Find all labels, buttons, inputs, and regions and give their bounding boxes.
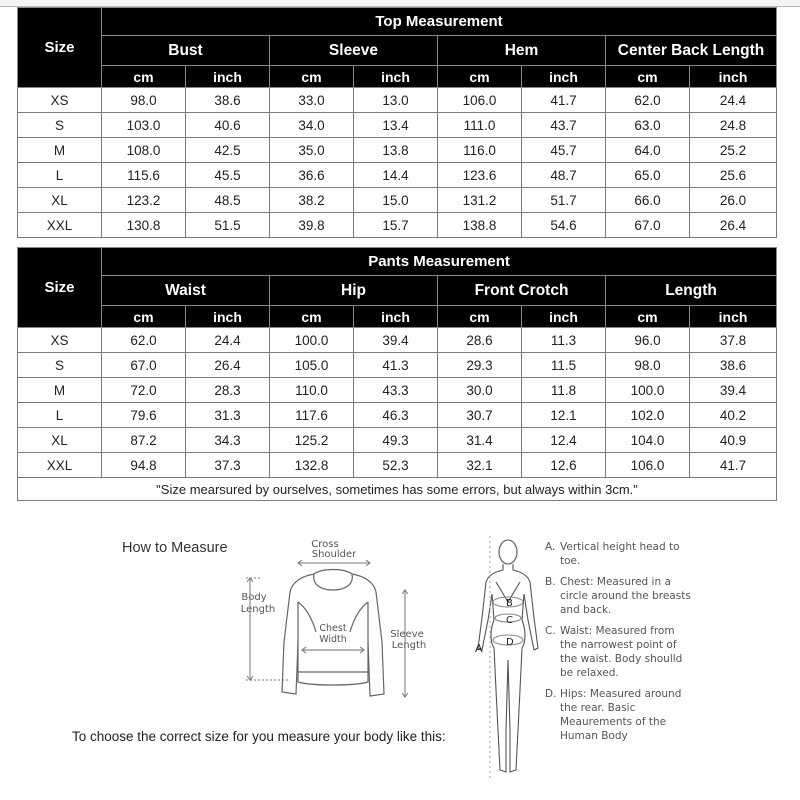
note-text: Hips: Measured around the rear. Basic Meaurements of the Human Body <box>560 688 682 742</box>
body-letter-c: C <box>506 615 513 626</box>
measure-cell: 45.7 <box>522 138 606 163</box>
cross-shoulder-arrow <box>298 560 370 566</box>
unit-header-row <box>18 66 777 88</box>
table-row <box>18 353 777 378</box>
top-measurement-table <box>17 7 777 238</box>
measure-cell: 31.3 <box>186 403 270 428</box>
measure-cell: 30.7 <box>438 403 522 428</box>
measure-cell: 32.1 <box>438 453 522 478</box>
body-letter-d: D <box>506 637 514 648</box>
label-sleeve-length: Length <box>391 640 427 651</box>
measure-cell: 100.0 <box>606 378 690 403</box>
measure-cell: 98.0 <box>102 88 186 113</box>
measure-cell: 130.8 <box>102 213 186 238</box>
label-chest-width: Width <box>319 634 347 645</box>
measure-cell: 45.5 <box>186 163 270 188</box>
size-cell: XS <box>18 328 102 353</box>
measure-cell: 111.0 <box>438 113 522 138</box>
measure-cell: 131.2 <box>438 188 522 213</box>
measure-cell: 14.4 <box>354 163 438 188</box>
measure-cell: 67.0 <box>606 213 690 238</box>
measure-cell: 26.4 <box>186 353 270 378</box>
unit-header: cm <box>102 306 186 328</box>
size-cell: XL <box>18 188 102 213</box>
table-row <box>18 403 777 428</box>
group-header: Length <box>606 276 777 306</box>
measure-cell: 54.6 <box>522 213 606 238</box>
measure-cell: 24.4 <box>186 328 270 353</box>
table-row <box>18 328 777 353</box>
size-header: Size <box>18 248 102 328</box>
measure-cell: 100.0 <box>270 328 354 353</box>
measure-cell: 62.0 <box>102 328 186 353</box>
measure-cell: 43.7 <box>522 113 606 138</box>
label-body: Body <box>241 592 267 603</box>
measure-cell: 63.0 <box>606 113 690 138</box>
measure-cell: 41.3 <box>354 353 438 378</box>
measure-cell: 115.6 <box>102 163 186 188</box>
measure-cell: 42.5 <box>186 138 270 163</box>
measure-cell: 79.6 <box>102 403 186 428</box>
shirt-diagram <box>232 532 442 710</box>
unit-header: inch <box>354 306 438 328</box>
measure-cell: 102.0 <box>606 403 690 428</box>
note-letter: D. <box>545 688 557 700</box>
measure-cell: 11.8 <box>522 378 606 403</box>
measure-cell: 24.8 <box>690 113 777 138</box>
table-row <box>18 453 777 478</box>
table-row <box>18 378 777 403</box>
note-text: Chest: Measured in a circle around the breasts and back. <box>560 576 691 616</box>
body-silhouette <box>478 536 538 780</box>
note-text: Waist: Measured from the narrowest point of the waist. Body shoulld be relaxed. <box>560 625 683 679</box>
how-to-measure-title: How to Measure <box>122 540 228 556</box>
measure-cell: 26.4 <box>690 213 777 238</box>
body-letter-b: B <box>506 598 513 609</box>
note-d <box>545 687 695 743</box>
body-letter-a: A <box>475 642 483 655</box>
measure-cell: 11.3 <box>522 328 606 353</box>
unit-header: inch <box>354 66 438 88</box>
label-cross: Cross <box>311 539 339 550</box>
size-cell: XL <box>18 428 102 453</box>
measure-cell: 35.0 <box>270 138 354 163</box>
unit-header: cm <box>270 306 354 328</box>
measure-cell: 40.2 <box>690 403 777 428</box>
measure-cell: 48.5 <box>186 188 270 213</box>
measure-cell: 87.2 <box>102 428 186 453</box>
unit-header: cm <box>438 66 522 88</box>
unit-header: cm <box>270 66 354 88</box>
unit-header: inch <box>522 306 606 328</box>
note-c <box>545 624 695 680</box>
measure-cell: 36.6 <box>270 163 354 188</box>
note-letter: A. <box>545 541 556 553</box>
group-header-row <box>18 276 777 306</box>
measure-cell: 117.6 <box>270 403 354 428</box>
measure-cell: 12.1 <box>522 403 606 428</box>
measure-cell: 105.0 <box>270 353 354 378</box>
measure-cell: 34.0 <box>270 113 354 138</box>
size-header: Size <box>18 8 102 88</box>
group-header: Center Back Length <box>606 36 777 66</box>
measure-cell: 106.0 <box>438 88 522 113</box>
measure-cell: 12.4 <box>522 428 606 453</box>
label-body-length: Length <box>240 604 276 615</box>
group-header-row <box>18 36 777 66</box>
unit-header: inch <box>186 66 270 88</box>
measure-cell: 12.6 <box>522 453 606 478</box>
measure-cell: 31.4 <box>438 428 522 453</box>
group-header: Front Crotch <box>438 276 606 306</box>
measure-cell: 38.2 <box>270 188 354 213</box>
measure-cell: 110.0 <box>270 378 354 403</box>
note-text: Vertical height head to toe. <box>560 541 680 567</box>
size-cell: M <box>18 378 102 403</box>
measure-cell: 40.6 <box>186 113 270 138</box>
measure-cell: 29.3 <box>438 353 522 378</box>
table-row <box>18 428 777 453</box>
pants-measurement-table <box>17 247 777 501</box>
measure-cell: 125.2 <box>270 428 354 453</box>
measure-cell: 66.0 <box>606 188 690 213</box>
body-diagram <box>470 530 548 792</box>
unit-header: inch <box>690 66 777 88</box>
unit-header: inch <box>186 306 270 328</box>
measure-cell: 72.0 <box>102 378 186 403</box>
size-cell: M <box>18 138 102 163</box>
measure-cell: 64.0 <box>606 138 690 163</box>
measure-cell: 43.3 <box>354 378 438 403</box>
measure-cell: 25.6 <box>690 163 777 188</box>
note-b <box>545 575 695 617</box>
measure-cell: 15.0 <box>354 188 438 213</box>
label-shoulder: Shoulder <box>311 549 357 560</box>
size-cell: XXL <box>18 213 102 238</box>
measure-cell: 123.2 <box>102 188 186 213</box>
measure-cell: 116.0 <box>438 138 522 163</box>
measure-cell: 39.4 <box>690 378 777 403</box>
measure-cell: 49.3 <box>354 428 438 453</box>
measure-cell: 65.0 <box>606 163 690 188</box>
label-chest: Chest <box>319 623 347 634</box>
unit-header: inch <box>690 306 777 328</box>
size-cell: XXL <box>18 453 102 478</box>
note-a <box>545 540 695 568</box>
measure-cell: 30.0 <box>438 378 522 403</box>
label-sleeve: Sleeve <box>390 629 424 640</box>
measure-cell: 33.0 <box>270 88 354 113</box>
measure-cell: 62.0 <box>606 88 690 113</box>
measure-cell: 40.9 <box>690 428 777 453</box>
measure-cell: 38.6 <box>186 88 270 113</box>
size-cell: XS <box>18 88 102 113</box>
measure-cell: 13.0 <box>354 88 438 113</box>
table-row <box>18 88 777 113</box>
table-row <box>18 163 777 188</box>
measure-cell: 98.0 <box>606 353 690 378</box>
size-footnote: "Size mearsured by ourselves, sometimes has some errors, but always within 3cm." <box>18 478 777 501</box>
unit-header: cm <box>606 306 690 328</box>
table-row <box>18 113 777 138</box>
measure-cell: 94.8 <box>102 453 186 478</box>
measure-cell: 39.8 <box>270 213 354 238</box>
measure-cell: 52.3 <box>354 453 438 478</box>
size-cell: S <box>18 113 102 138</box>
measure-cell: 39.4 <box>354 328 438 353</box>
measure-cell: 48.7 <box>522 163 606 188</box>
measure-cell: 28.6 <box>438 328 522 353</box>
size-cell: L <box>18 163 102 188</box>
measure-cell: 46.3 <box>354 403 438 428</box>
group-header: Waist <box>102 276 270 306</box>
measure-instruction: To choose the correct size for you measure your body like this: <box>72 729 446 744</box>
unit-header: cm <box>606 66 690 88</box>
unit-header: cm <box>102 66 186 88</box>
measure-cell: 104.0 <box>606 428 690 453</box>
measure-cell: 34.3 <box>186 428 270 453</box>
note-letter: C. <box>545 625 556 637</box>
measure-cell: 123.6 <box>438 163 522 188</box>
table-title: Top Measurement <box>102 8 777 36</box>
measure-cell: 28.3 <box>186 378 270 403</box>
measure-cell: 51.5 <box>186 213 270 238</box>
note-letter: B. <box>545 576 556 588</box>
unit-header: cm <box>438 306 522 328</box>
measure-cell: 106.0 <box>606 453 690 478</box>
measure-cell: 37.8 <box>690 328 777 353</box>
measure-cell: 103.0 <box>102 113 186 138</box>
measure-notes <box>545 540 695 750</box>
top-border-strip <box>0 0 800 7</box>
measure-cell: 38.6 <box>690 353 777 378</box>
measure-cell: 11.5 <box>522 353 606 378</box>
measure-cell: 13.8 <box>354 138 438 163</box>
measure-cell: 96.0 <box>606 328 690 353</box>
measure-cell: 51.7 <box>522 188 606 213</box>
table-row <box>18 213 777 238</box>
group-header: Sleeve <box>270 36 438 66</box>
group-header: Bust <box>102 36 270 66</box>
table-title: Pants Measurement <box>102 248 777 276</box>
measure-cell: 26.0 <box>690 188 777 213</box>
table-row <box>18 188 777 213</box>
measure-cell: 24.4 <box>690 88 777 113</box>
measure-cell: 132.8 <box>270 453 354 478</box>
group-header: Hip <box>270 276 438 306</box>
measure-cell: 138.8 <box>438 213 522 238</box>
measure-cell: 37.3 <box>186 453 270 478</box>
group-header: Hem <box>438 36 606 66</box>
measure-cell: 15.7 <box>354 213 438 238</box>
measure-cell: 41.7 <box>522 88 606 113</box>
size-cell: L <box>18 403 102 428</box>
measure-cell: 67.0 <box>102 353 186 378</box>
measure-cell: 25.2 <box>690 138 777 163</box>
measure-cell: 13.4 <box>354 113 438 138</box>
measure-cell: 108.0 <box>102 138 186 163</box>
size-cell: S <box>18 353 102 378</box>
unit-header-row <box>18 306 777 328</box>
table-row <box>18 138 777 163</box>
unit-header: inch <box>522 66 606 88</box>
measure-cell: 41.7 <box>690 453 777 478</box>
